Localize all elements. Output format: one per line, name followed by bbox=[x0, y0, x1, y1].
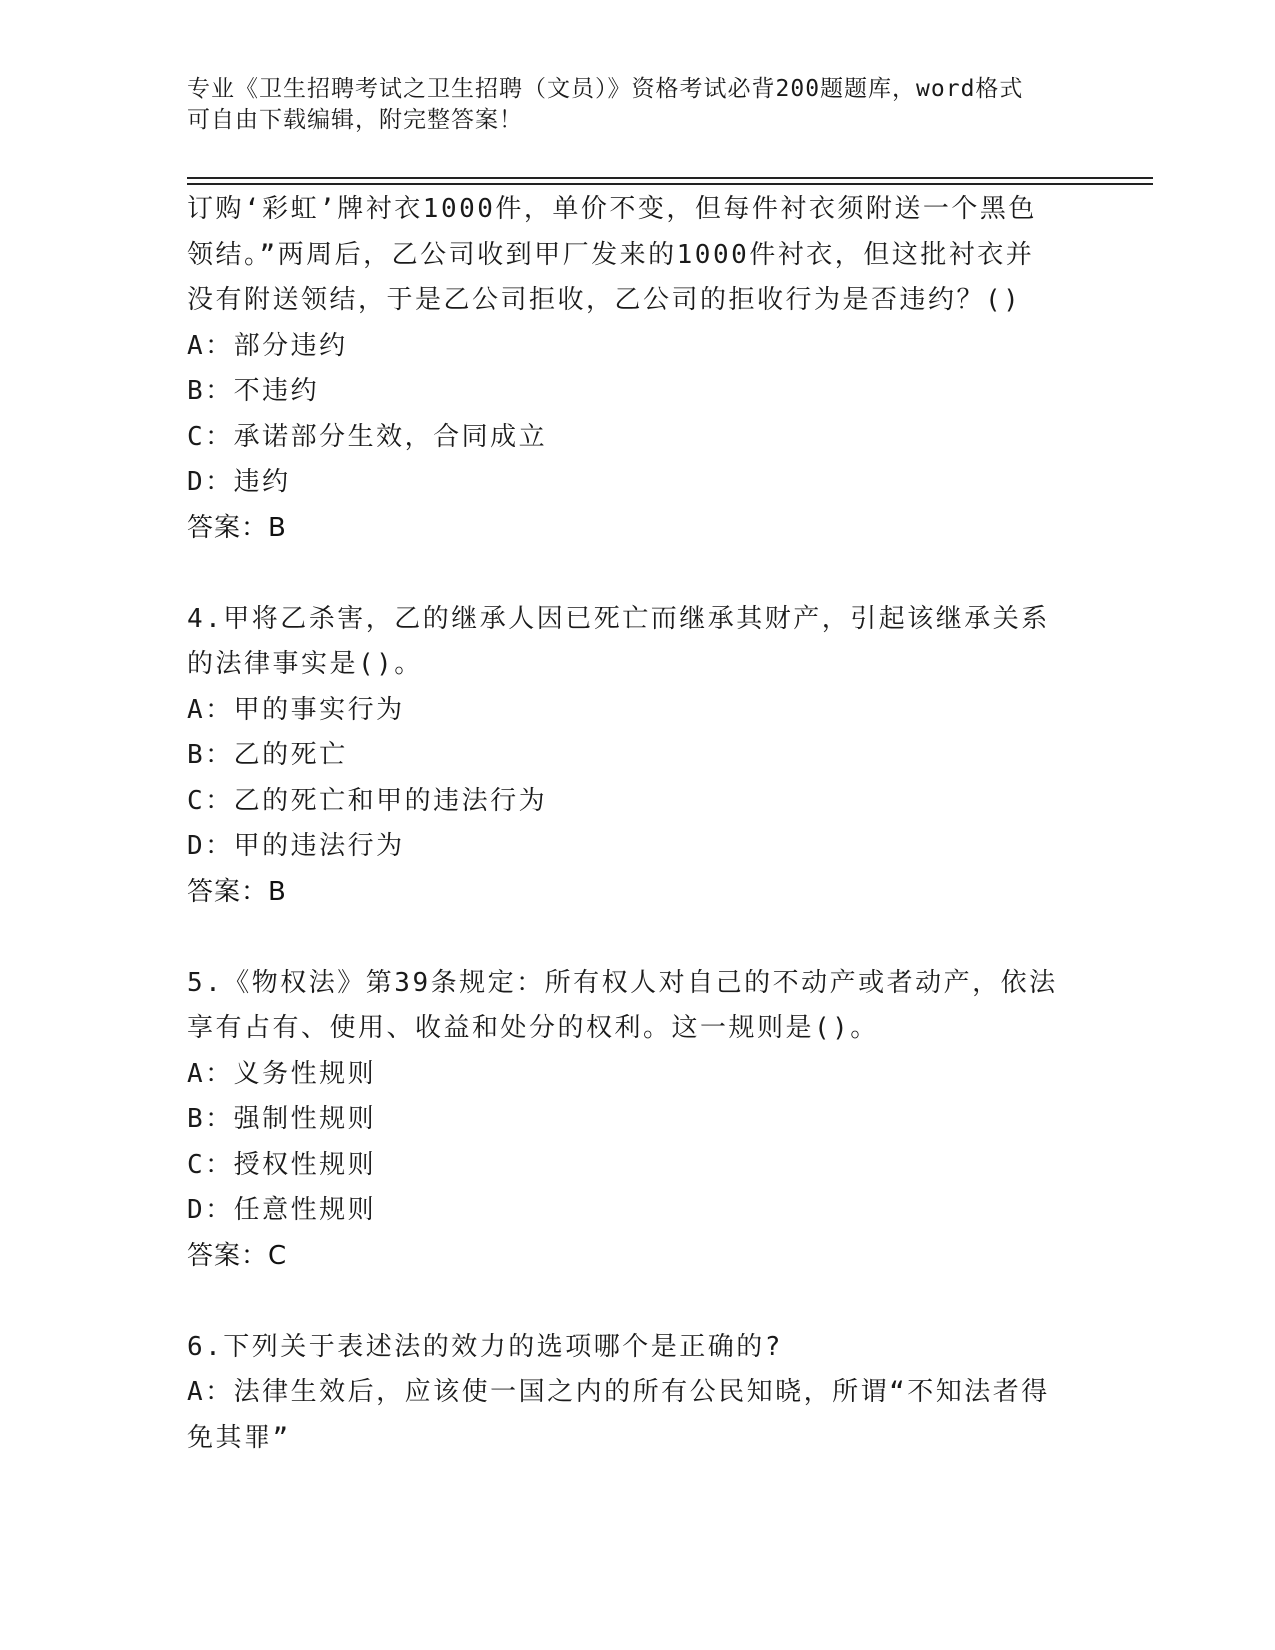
question-list bbox=[187, 187, 1087, 1461]
question-5 bbox=[187, 961, 1087, 1280]
header-rule-top bbox=[187, 177, 1153, 179]
question-6-stem-line-1: 6.下列关于表述法的效力的选项哪个是正确的? bbox=[187, 1331, 783, 1362]
question-spacer bbox=[187, 915, 1087, 961]
question-5-option-b: B：强制性规则 bbox=[187, 1104, 377, 1134]
question-4-option-c: C：乙的死亡和甲的违法行为 bbox=[187, 785, 548, 816]
header-title-line-1: 专业《卫生招聘考试之卫生招聘（文员）》资格考试必背200题题库，word格式 bbox=[187, 76, 1024, 102]
question-3-stem-line-1: 订购‘彩虹’牌衬衣1000件，单价不变，但每件衬衣须附送一个黑色 bbox=[187, 194, 1037, 224]
question-5-stem-line-1: 5.《物权法》第39条规定：所有权人对自己的不动产或者动产，依法 bbox=[187, 967, 1058, 998]
question-4-option-d: D：甲的违法行为 bbox=[187, 831, 405, 861]
question-3-stem-line-3: 没有附送领结，于是乙公司拒收，乙公司的拒收行为是否违约？() bbox=[187, 285, 1022, 315]
question-6 bbox=[187, 1325, 1087, 1462]
question-5-option-d: D：任意性规则 bbox=[187, 1195, 377, 1225]
question-5-option-a: A：义务性规则 bbox=[187, 1058, 377, 1089]
question-4-stem-line-1: 4.甲将乙杀害，乙的继承人因已死亡而继承其财产，引起该继承关系 bbox=[187, 603, 1050, 634]
question-5-option-c: C：授权性规则 bbox=[187, 1149, 377, 1180]
question-6-option-a-line-2: 免其罪” bbox=[187, 1422, 291, 1453]
question-3-answer: 答案：B bbox=[187, 512, 287, 543]
question-4-option-a: A：甲的事实行为 bbox=[187, 694, 405, 725]
question-3-option-b: B：不违约 bbox=[187, 376, 320, 406]
question-spacer bbox=[187, 1279, 1087, 1325]
question-3-option-a: A：部分违约 bbox=[187, 330, 348, 361]
question-4-answer: 答案：B bbox=[187, 876, 287, 907]
document-header bbox=[187, 74, 1067, 136]
question-4-stem-line-2: 的法律事实是()。 bbox=[187, 649, 423, 679]
question-4 bbox=[187, 597, 1087, 916]
question-spacer bbox=[187, 551, 1087, 597]
question-3-option-c: C：承诺部分生效，合同成立 bbox=[187, 421, 548, 452]
question-3-stem-line-2: 领结。”两周后，乙公司收到甲厂发来的1000件衬衣，但这批衬衣并 bbox=[187, 239, 1035, 270]
question-5-answer: 答案：C bbox=[187, 1240, 288, 1271]
question-4-option-b: B：乙的死亡 bbox=[187, 740, 348, 770]
question-6-option-a-line-1: A：法律生效后，应该使一国之内的所有公民知晓，所谓“不知法者得 bbox=[187, 1377, 1050, 1407]
header-rule-bottom bbox=[187, 183, 1153, 185]
question-3 bbox=[187, 187, 1087, 551]
question-3-option-d: D：违约 bbox=[187, 467, 291, 497]
header-title-line-2: 可自由下载编辑，附完整答案！ bbox=[187, 107, 523, 133]
question-5-stem-line-2: 享有占有、使用、收益和处分的权利。这一规则是()。 bbox=[187, 1013, 879, 1043]
